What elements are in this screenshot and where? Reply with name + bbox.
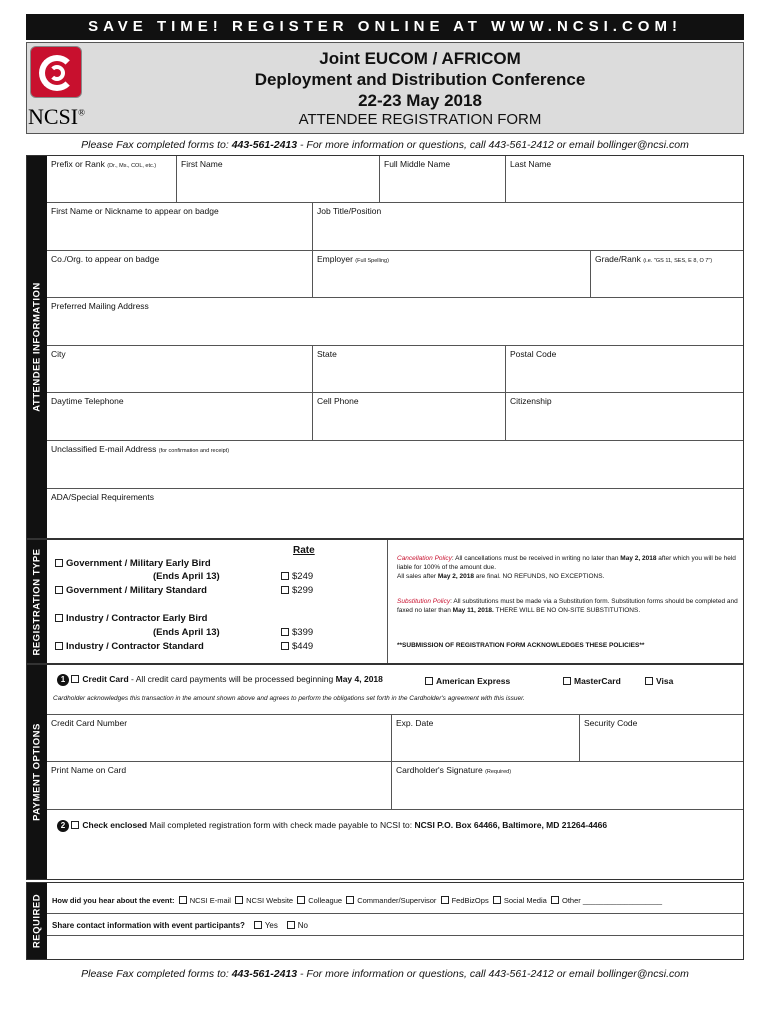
visa-option[interactable]: Visa — [645, 676, 673, 686]
mastercard-option[interactable]: MasterCard — [563, 676, 621, 686]
first-name-field[interactable]: First Name — [177, 156, 380, 203]
required-section — [26, 882, 744, 960]
daytime-phone-field[interactable]: Daytime Telephone — [47, 393, 313, 441]
required-divider — [47, 913, 743, 914]
gov-early-rate[interactable]: $249 — [281, 571, 313, 582]
cell-phone-field[interactable]: Cell Phone — [313, 393, 506, 441]
gov-early-option[interactable]: Government / Military Early Bird — [55, 558, 211, 569]
substitution-policy: Substitution Policy: All substitutions must be made via a Substitution form. Substitution forms should be completed and faxed no later than May 11, 2018. THERE WILL BE NO ON-SITE SUBSTITUTIONS. — [397, 598, 738, 614]
fedbizops-checkbox[interactable] — [441, 896, 449, 904]
ada-field[interactable]: ADA/Special Requirements — [51, 492, 154, 502]
banner: SAVE TIME! REGISTER ONLINE AT WWW.NCSI.COM! — [26, 14, 744, 40]
org-badge-field[interactable]: Co./Org. to appear on badge — [47, 251, 313, 298]
citizenship-field[interactable]: Citizenship — [506, 393, 743, 441]
check-checkbox[interactable] — [71, 821, 79, 829]
visa-checkbox[interactable] — [645, 677, 653, 685]
policy-divider — [387, 540, 388, 663]
step-two-icon: 2 — [57, 820, 69, 832]
payment-section — [26, 664, 744, 880]
rate-header: Rate — [293, 545, 315, 556]
logo-wordmark: NCSI® — [28, 104, 85, 129]
print-name-field[interactable]: Print Name on Card — [47, 762, 392, 810]
share-yes-checkbox[interactable] — [254, 921, 262, 929]
social-media-checkbox[interactable] — [493, 896, 501, 904]
attendee-side-label: ATTENDEE INFORMATION — [27, 156, 47, 538]
form-subtitle: ATTENDEE REGISTRATION FORM — [298, 111, 542, 128]
registration-section — [26, 539, 744, 664]
ind-early-ends: (Ends April 13) — [153, 627, 220, 638]
signature-field[interactable]: Cardholder's Signature (Required) — [392, 762, 743, 810]
share-no-checkbox[interactable] — [287, 921, 295, 929]
job-title-field[interactable]: Job Title/Position — [313, 203, 743, 251]
ncsi-logo-icon — [30, 46, 82, 98]
exp-date-field[interactable]: Exp. Date — [392, 714, 580, 762]
fax-note-bottom: Please Fax completed forms to: 443-561-2413 - For more information or questions, call 443-561-2412 or email bollinger@ncsi.com — [81, 968, 689, 980]
city-field[interactable]: City — [47, 346, 313, 393]
payment-side-label: PAYMENT OPTIONS — [27, 665, 47, 879]
gov-early-checkbox[interactable] — [55, 559, 63, 567]
email-field[interactable]: Unclassified E-mail Address (for confirmation and receipt) — [47, 441, 743, 489]
ind-std-rate[interactable]: $449 — [281, 641, 313, 652]
credit-card-checkbox[interactable] — [71, 675, 79, 683]
badge-name-field[interactable]: First Name or Nickname to appear on badge — [47, 203, 313, 251]
other-checkbox[interactable] — [551, 896, 559, 904]
middle-name-field[interactable]: Full Middle Name — [380, 156, 506, 203]
fax-note-top: Please Fax completed forms to: 443-561-2413 - For more information or questions, call 443-561-2412 or email bollinger@ncsi.com — [81, 139, 689, 151]
amex-option[interactable]: American Express — [425, 676, 510, 686]
cancellation-policy: Cancellation Policy: All cancellations must be received in writing no later than May 2, 2018 after which you will be held liable for 100% of the amount due. All sales after May 2, 2018 are final. NO REFUNDS, NO EXCEPTIONS. — [397, 555, 736, 580]
amex-checkbox[interactable] — [425, 677, 433, 685]
required-divider-2 — [47, 935, 743, 936]
cc-number-field[interactable]: Credit Card Number — [47, 714, 392, 762]
ind-early-checkbox[interactable] — [55, 614, 63, 622]
ind-std-rate-checkbox[interactable] — [281, 642, 289, 650]
attendee-section — [26, 155, 744, 539]
hear-about-row: How did you hear about the event: NCSI E-mail NCSI Website Colleague Commander/Supervisor FedBizOps Social Media Other ___________________ — [52, 896, 663, 905]
gov-early-ends: (Ends April 13) — [153, 571, 220, 582]
required-side-label: REQUIRED — [27, 883, 47, 959]
postal-code-field[interactable]: Postal Code — [506, 346, 743, 393]
colleague-checkbox[interactable] — [297, 896, 305, 904]
ind-early-rate[interactable]: $399 — [281, 627, 313, 638]
policy-acknowledgement: **SUBMISSION OF REGISTRATION FORM ACKNOWLEDGES THESE POLICIES** — [397, 642, 645, 649]
ncsi-website-checkbox[interactable] — [235, 896, 243, 904]
mastercard-checkbox[interactable] — [563, 677, 571, 685]
event-title: Joint EUCOM / AFRICOM Deployment and Distribution Conference 22-23 May 2018 — [254, 49, 586, 110]
state-field[interactable]: State — [313, 346, 506, 393]
last-name-field[interactable]: Last Name — [506, 156, 743, 203]
step-one-icon: 1 — [57, 674, 69, 686]
ind-early-rate-checkbox[interactable] — [281, 628, 289, 636]
ind-early-option[interactable]: Industry / Contractor Early Bird — [55, 613, 207, 624]
prefix-rank-field[interactable]: Prefix or Rank (Dr., Ms., COL, etc.) — [47, 156, 177, 203]
gov-std-rate-checkbox[interactable] — [281, 586, 289, 594]
cardholder-ack: Cardholder acknowledges this transaction in the amount shown above and agrees to perform the obligations set forth in the Cardholder's agreement with this issuer. — [53, 695, 525, 702]
grade-rank-field[interactable]: Grade/Rank (i.e. "GS 11, SES, E 8, O 7") — [591, 251, 743, 298]
ncsi-email-checkbox[interactable] — [179, 896, 187, 904]
gov-std-option[interactable]: Government / Military Standard — [55, 585, 207, 596]
mailing-address-field[interactable]: Preferred Mailing Address — [47, 298, 743, 346]
gov-std-rate[interactable]: $299 — [281, 585, 313, 596]
gov-early-rate-checkbox[interactable] — [281, 572, 289, 580]
employer-field[interactable]: Employer (Full Spelling) — [313, 251, 591, 298]
share-contact-row: Share contact information with event participants? Yes No — [52, 921, 308, 930]
credit-card-option[interactable]: 1 Credit Card - All credit card payments will be processed beginning May 4, 2018 — [57, 674, 383, 686]
commander-checkbox[interactable] — [346, 896, 354, 904]
registration-side-label: REGISTRATION TYPE — [27, 540, 47, 663]
ind-std-checkbox[interactable] — [55, 642, 63, 650]
ind-std-option[interactable]: Industry / Contractor Standard — [55, 641, 204, 652]
security-code-field[interactable]: Security Code — [580, 714, 743, 762]
check-option[interactable]: 2 Check enclosed Mail completed registration form with check made payable to NCSI to: NCSI P.O. Box 64466, Baltimore, MD 21264-4466 — [57, 820, 607, 832]
gov-std-checkbox[interactable] — [55, 586, 63, 594]
